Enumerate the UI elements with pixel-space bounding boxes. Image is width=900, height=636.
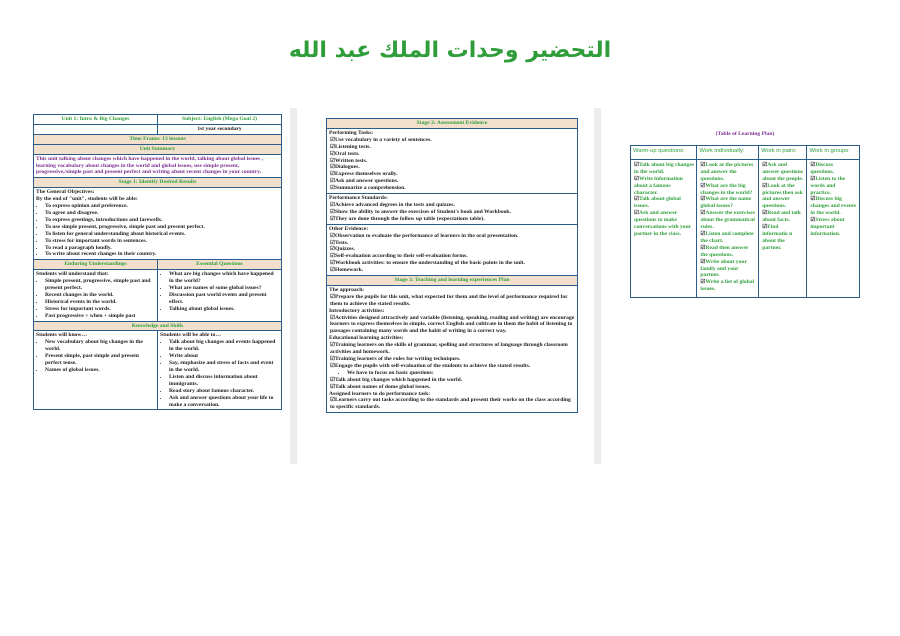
individual-item: ☑ What are the name global issues?: [700, 196, 756, 210]
eu-item: • Stress for important words.: [45, 306, 155, 313]
objective-item: • To express greetings, introductions and farewells.: [45, 217, 279, 224]
col-head-pairs: Work in pairs:: [759, 146, 807, 160]
groups-item: ☑ Stress about important information.: [810, 217, 857, 238]
edu-item: ☑ Training learners on the skills of grammar, spelling and structures of language through classroom activities and homework.: [330, 342, 575, 356]
perf-task-item: ☑ Ask and answer questions.: [330, 178, 575, 185]
warmup-item: ☑ Write information about a famous character.: [634, 176, 694, 197]
eu-item: • Simple present, progressive, simple past and present perfect.: [45, 278, 155, 292]
groups-item: ☑ Listen to the words and practice.: [810, 176, 857, 197]
lesson-plan-page-1: [33, 114, 282, 410]
approach-item: ☑ Prepare the pupils for this unit, what expected for them and the level of performance required for them to achieve the stated results.: [330, 294, 575, 308]
skill-item: • Listen and discuss information about immigrants.: [169, 374, 279, 388]
eq-item: • What are big changes which have happened in the world?: [169, 271, 279, 285]
other-item: ☑ Observation to evaluate the performance of learners in the oral presentation.: [330, 233, 575, 240]
individual-item: ☑ Listen and complete the chart.: [700, 231, 756, 245]
pairs-item: ☑ Read and talk about facts.: [762, 210, 804, 224]
col-head-groups: Work in groups:: [807, 146, 860, 160]
summary-header: Unit Summary: [34, 144, 282, 154]
groups-item: ☑ Discuss questions.: [810, 162, 857, 176]
individual-item: ☑ What are the big changes in the world?: [700, 183, 756, 197]
perf-std-item: ☑ Show the ability to answer the exercises of Student's book and Workbook.: [330, 209, 575, 216]
knowledge-cell: [34, 331, 158, 410]
perf-task-item: ☑ Express themselves orally.: [330, 171, 575, 178]
assessment-table: [326, 118, 578, 413]
objective-item: • To agree and disagree.: [45, 210, 279, 217]
level-cell: 1st year secondary: [158, 124, 282, 134]
objectives-intro: By the end of "unit", students will be able:: [36, 196, 138, 203]
skill-item: • Read story about famous character.: [169, 388, 279, 395]
perf-std-title: Performance Standards:: [329, 195, 388, 202]
other-item: ☑ Workbook activities: to ensure the understanding of the basic points in the unit.: [330, 260, 575, 267]
stage2-header: Stage 2: Assessment Evidence: [327, 119, 578, 129]
eu-intro: Students will understand that:: [36, 271, 109, 278]
knowledge-item: • Present simple, past simple and present perfect tense.: [45, 353, 155, 367]
lesson-plan-page-2: [326, 118, 578, 413]
knowledge-intro: Students will know…: [36, 332, 87, 339]
knowledge-item: • Names of global issues.: [45, 367, 155, 374]
intro-title: Introductory activities:: [329, 307, 385, 314]
perf-std-item: ☑ Achieve advanced degrees in the tests and quizzes.: [330, 202, 575, 209]
perf-task-item: ☑ Use vocabulary in a variety of sentences.: [330, 137, 575, 144]
learning-plan-title: (Table of Learning Plan): [715, 131, 775, 137]
objective-item: • To write about recent changes in their country.: [45, 251, 279, 258]
knowledge-item: • New vocabulary about big changes in the world.: [45, 339, 155, 353]
pairs-item: ☑ Find informatio n about the partner.: [762, 224, 804, 252]
page-title: التحضير وحدات الملك عبد الله: [288, 38, 612, 63]
unit-plan-table: [33, 114, 282, 410]
learning-plan-table: [630, 145, 860, 298]
pairs-cell: [759, 159, 807, 297]
perf-tasks-cell: [327, 128, 578, 193]
perf-task-item: ☑ Summarize a comprehension.: [330, 185, 575, 192]
objectives-title: The General Objectives:: [36, 189, 95, 196]
approach-title: The approach:: [329, 286, 365, 293]
objective-item: • To listen for general understanding about historical events.: [45, 231, 279, 238]
perf-task-item: ☑ Dialogues.: [330, 164, 575, 171]
objective-item: • To stress for important words in sentences.: [45, 238, 279, 245]
col-head-individual: Work individually:: [697, 146, 759, 160]
warmup-item: ☑ Ask and answer questions to make conversations with your partner in the class.: [634, 210, 694, 238]
intro-item: ☑ Activities designed attractively and variable (listening, speaking, reading and writing) are encourage learners to express themselves in simple, correct English and cultivate in them the habit of listening to passages containing many words and the habit of writing in a correct way.: [330, 315, 575, 336]
ks-header: Knowledge and Skills: [34, 321, 282, 331]
individual-cell: [697, 159, 759, 297]
eu-item: • Recent changes in the world.: [45, 292, 155, 299]
other-evidence-cell: [327, 224, 578, 275]
individual-item: ☑ Read then answer the questions.: [700, 245, 756, 259]
perf-std-cell: [327, 194, 578, 225]
perf-task-item: ☑ Written tests.: [330, 158, 575, 165]
perf-task-item: ☑ Oral tests.: [330, 151, 575, 158]
summary-text: This unit talking about changes which have happened in the world, talking about global issues , learning vocabulary about changes in the world and global issues, use simple present, progressive,/simple past and present perfect and writing about recent changes in your country.: [34, 154, 282, 178]
other-item: ☑ Quizzes.: [330, 246, 575, 253]
warmup-item: ☑ Talk about global issues.: [634, 196, 694, 210]
objective-item: • To read a paragraph loudly.: [45, 245, 279, 252]
eu-item: • Historical events in the world.: [45, 299, 155, 306]
other-title: Other Evidence:: [329, 225, 369, 232]
individual-item: ☑ Write about your family and your partner.: [700, 259, 756, 280]
focus-item: ☑ Talk about names of dome global issues.: [330, 384, 575, 391]
col-head-warmup: Warm-up questions:: [631, 146, 697, 160]
individual-item: ☑ Look at the pictures and answer the questions.: [700, 162, 756, 183]
other-item: ☑ Self-evaluation according to their self-evaluation forms.: [330, 253, 575, 260]
eq-item: • Discussion past world events and present effect.: [169, 292, 279, 306]
individual-item: ☑ Answer the exercises about the grammatical rules.: [700, 210, 756, 231]
eu-item: • Past progressive + when + simple past: [45, 313, 155, 320]
edu-item: ☑ Engage the pupils with self-evaluation of the students to achieve the stated results.: [330, 363, 575, 370]
unit-cell: Unit 1: Intro & Big Changes: [34, 115, 158, 125]
pairs-item: ☑ Look at the pictures then ask and answer questions.: [762, 183, 804, 211]
skill-item: • Say, emphasize and stress of facts and event in the world.: [169, 360, 279, 374]
perf-task-item: ☑ Listening tests.: [330, 144, 575, 151]
perf-std-item: ☑ They are done through the follow up table (expectations table).: [330, 216, 575, 223]
perf-tasks-title: Performing Tasks:: [329, 129, 374, 136]
stage1-header: Stage 1: Identify Desired Results: [34, 178, 282, 188]
groups-item: ☑ Discuss big changes and events in the world.: [810, 196, 857, 217]
individual-item: ☑ Write a list of global issues.: [700, 279, 756, 293]
edu-title: Educational learning activities:: [329, 335, 404, 342]
skill-item: • Talk about big changes and events happened in the world.: [169, 339, 279, 353]
objective-item: • To express opinion and preference.: [45, 203, 279, 210]
skill-item: • Ask and answer questions about your life to make a conversation.: [169, 395, 279, 409]
skills-cell: [158, 331, 282, 410]
skills-intro: Students will be able to…: [160, 332, 221, 339]
learning-plan-page: [630, 131, 860, 298]
objective-item: • To use simple present, progressive, simple past and present perfect.: [45, 224, 279, 231]
assigned-item: ☑ Learners carry out tasks according to the standards and present their works on the class according to specific standards.: [330, 397, 575, 411]
pairs-item: ☑ Ask and answer questions about the people.: [762, 162, 804, 183]
skill-item: • Write about: [169, 353, 279, 360]
stage3-header: Stage 3: Teaching and learning experiences Plan: [327, 276, 578, 286]
assigned-title: Assigned learners to do performance task:: [329, 390, 431, 397]
eq-item: • What are names of some global issues?: [169, 285, 279, 292]
timeframe-header: Time Frame: 13 lessons: [34, 134, 282, 144]
objectives-cell: [34, 188, 282, 260]
eq-item: • Talking about global issues.: [169, 306, 279, 313]
other-item: ☑ Tests.: [330, 240, 575, 247]
eq-header: Essential Questions: [158, 260, 282, 270]
warmup-cell: [631, 159, 697, 297]
eq-cell: [158, 270, 282, 321]
groups-cell: [807, 159, 860, 297]
warmup-item: ☑ Talk about big changes in the world.: [634, 162, 694, 176]
subject-cell: Subject: English (Mega Goal 2): [158, 115, 282, 125]
other-item: ☑ Homework.: [330, 267, 575, 274]
teaching-plan-cell: [327, 285, 578, 412]
page-gap: [594, 108, 601, 464]
eu-header: Enduring Understandings: [34, 260, 158, 270]
eu-cell: [34, 270, 158, 321]
focus-line: • We have to focus on basic questions:: [347, 370, 575, 377]
focus-item: ☑ Talk about big changes which happened in the world.: [330, 377, 575, 384]
page-gap: [290, 108, 297, 464]
edu-item: ☑ Training learners of the rules for writing techniques.: [330, 356, 575, 363]
